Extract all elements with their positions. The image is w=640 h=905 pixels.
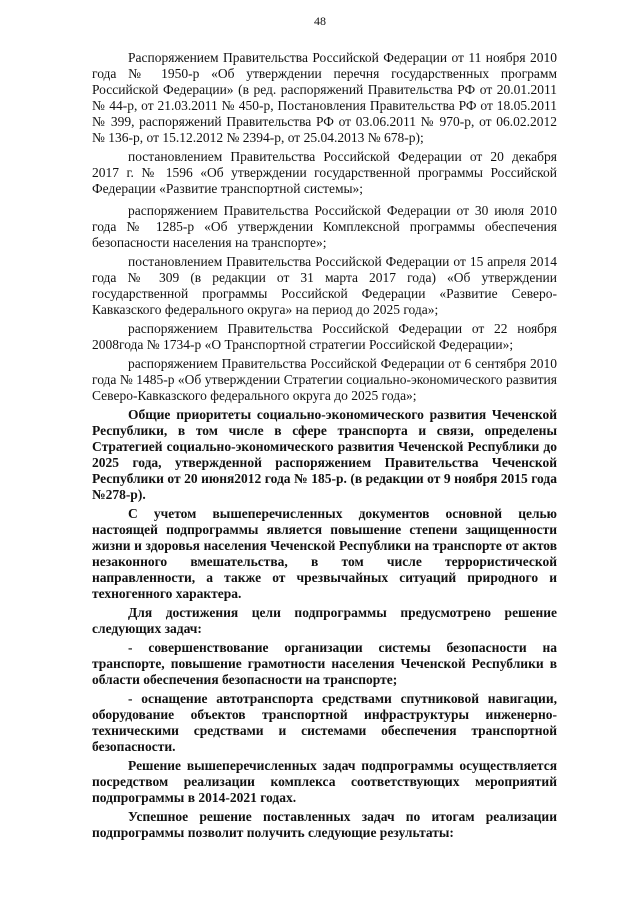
paragraph-13: Успешное решение поставленных задач по итогам реализации подпрограммы позволит получить следующие результаты: [92,809,557,840]
paragraph-5: распоряжением Правительства Российской Федерации от 22 ноября 2008года № 1734-р «О Транспортной стратегии Российской Федерации»; [92,321,557,352]
paragraph-11: - оснащение автотранспорта средствами спутниковой навигации, оборудование объектов транспортной инфраструктуры инженерно-техническими средствами и системами обеспечения транспортной безопасности. [92,691,557,754]
paragraph-1: Распоряжением Правительства Российской Федерации от 11 ноября 2010 года № 1950-р «Об утверждении перечня государственных программ Российской Федерации» (в ред. распоряжений Правительства РФ от 20.01.2011 № 44-р, от 21.03.2011 № 450-р, Постановления Правительства РФ от 18.05.2011 № 399, распоряжений Правительства РФ от 03.06.2011 № 970-р, от 06.02.2012 № 136-р, от 15.12.2012 № 2394-р, от 25.04.2013 № 678-р); [92,50,557,145]
paragraph-6: распоряжением Правительства Российской Федерации от 6 сентября 2010 года № 1485-р «Об утверждении Стратегии социально-экономического развития Северо-Кавказского федерального округа до 2025 года»; [92,356,557,403]
page-number: 48 [314,14,326,28]
paragraph-8: С учетом вышеперечисленных документов основной целью настоящей подпрограммы является повышение степени защищенности жизни и здоровья населения Чеченской Республики на транспорте от актов незаконного вмешательства, в том числе террористической направленности, а также от чрезвычайных ситуаций природного и техногенного характера. [92,506,557,601]
paragraph-9: Для достижения цели подпрограммы предусмотрено решение следующих задач: [92,605,557,636]
paragraph-3: распоряжением Правительства Российской Федерации от 30 июля 2010 года № 1285-р «Об утверждении Комплексной программы обеспечения безопасности населения на транспорте»; [92,203,557,250]
paragraph-12: Решение вышеперечисленных задач подпрограммы осуществляется посредством реализации комплекса соответствующих мероприятий подпрограммы в 2014-2021 годах. [92,758,557,805]
paragraph-4: постановлением Правительства Российской Федерации от 15 апреля 2014 года № 309 (в редакции от 31 марта 2017 года) «Об утверждении государственной программы Российской Федерации «Развитие Северо-Кавказского федерального округа» на период до 2025 года»; [92,254,557,317]
paragraph-2: постановлением Правительства Российской Федерации от 20 декабря 2017 г. № 1596 «Об утверждении государственной программы Российской Федерации «Развитие транспортной системы»; [92,149,557,196]
paragraph-10: - совершенствование организации системы безопасности на транспорте, повышение грамотности населения Чеченской Республики в области обеспечения безопасности на транспорте; [92,640,557,687]
paragraph-7: Общие приоритеты социально-экономического развития Чеченской Республики, в том числе в сфере транспорта и связи, определены Стратегией социально-экономического развития Чеченской Республики до 2025 года, утвержденной распоряжением Правительства Чеченской Республики от 20 июня2012 года № 185-р. (в редакции от 9 ноября 2015 года №278-р). [92,407,557,502]
document-body [92,50,557,844]
